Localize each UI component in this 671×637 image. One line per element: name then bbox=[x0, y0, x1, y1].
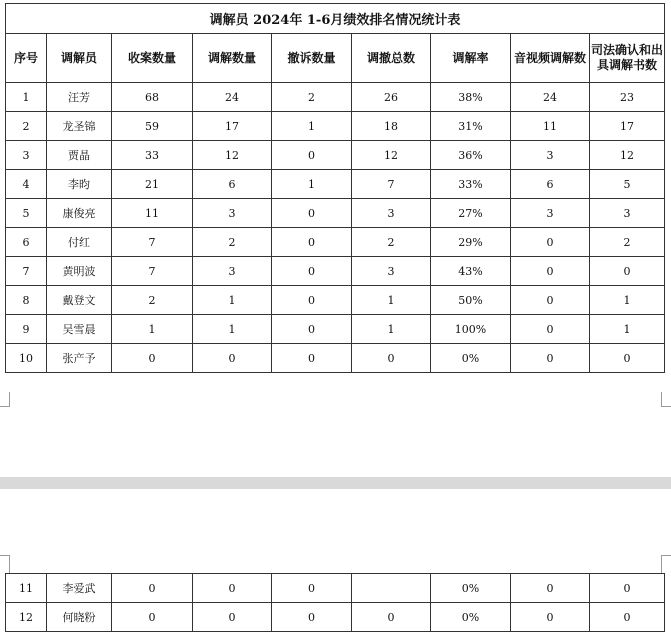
table-cell: 0 bbox=[112, 574, 193, 603]
table-cell: 8 bbox=[6, 286, 47, 315]
table-cell: 17 bbox=[590, 112, 665, 141]
table-cell: 3 bbox=[590, 199, 665, 228]
table-row bbox=[6, 315, 665, 344]
header-cell: 音视频调解数 bbox=[511, 34, 590, 83]
page-corner-mark bbox=[0, 555, 10, 573]
table-cell: 0 bbox=[112, 603, 193, 632]
table-cell: 3 bbox=[193, 199, 272, 228]
stats-table bbox=[5, 3, 665, 373]
table-cell: 黄明波 bbox=[47, 257, 112, 286]
table-cell: 59 bbox=[112, 112, 193, 141]
table-cell: 24 bbox=[511, 83, 590, 112]
header-cell: 撤诉数量 bbox=[272, 34, 352, 83]
table-cell: 68 bbox=[112, 83, 193, 112]
table-title: 调解员 2024年 1-6月绩效排名情况统计表 bbox=[6, 4, 665, 34]
table-cell: 2 bbox=[352, 228, 431, 257]
header-cell: 调解率 bbox=[431, 34, 511, 83]
page-corner-mark bbox=[661, 392, 671, 407]
table-cell: 31% bbox=[431, 112, 511, 141]
table-cell: 27% bbox=[431, 199, 511, 228]
table-cell: 0 bbox=[511, 574, 590, 603]
table-cell: 1 bbox=[272, 170, 352, 199]
table-cell: 0 bbox=[193, 574, 272, 603]
table-cell: 33% bbox=[431, 170, 511, 199]
table-cell: 0 bbox=[511, 286, 590, 315]
table-cell: 100% bbox=[431, 315, 511, 344]
table-cell: 0 bbox=[511, 315, 590, 344]
table-row bbox=[6, 141, 665, 170]
table-cell: 3 bbox=[352, 199, 431, 228]
table-cell: 29% bbox=[431, 228, 511, 257]
table-cell: 贾晶 bbox=[47, 141, 112, 170]
header-cell: 收案数量 bbox=[112, 34, 193, 83]
table-row bbox=[6, 603, 665, 632]
table-row bbox=[6, 344, 665, 373]
table-cell: 2 bbox=[272, 83, 352, 112]
table-row bbox=[6, 170, 665, 199]
table-cell: 0 bbox=[193, 344, 272, 373]
table-cell: 0 bbox=[272, 603, 352, 632]
table-cell: 1 bbox=[6, 83, 47, 112]
table-cell: 0 bbox=[272, 574, 352, 603]
table-cell bbox=[352, 574, 431, 603]
table-cell: 0 bbox=[272, 141, 352, 170]
table-cell: 0 bbox=[511, 603, 590, 632]
table-row bbox=[6, 574, 665, 603]
table-row bbox=[6, 286, 665, 315]
table-cell: 33 bbox=[112, 141, 193, 170]
table-cell: 戴登文 bbox=[47, 286, 112, 315]
table-cell: 1 bbox=[590, 286, 665, 315]
table-cell: 1 bbox=[193, 315, 272, 344]
table-cell: 4 bbox=[6, 170, 47, 199]
table-cell: 汪芳 bbox=[47, 83, 112, 112]
table-cell: 11 bbox=[6, 574, 47, 603]
table-cell: 何晓粉 bbox=[47, 603, 112, 632]
header-cell: 司法确认和出具调解书数 bbox=[590, 34, 665, 83]
table-cell: 6 bbox=[193, 170, 272, 199]
table-cell: 7 bbox=[352, 170, 431, 199]
table-cell: 9 bbox=[6, 315, 47, 344]
table-cell: 3 bbox=[193, 257, 272, 286]
table-cell: 1 bbox=[352, 286, 431, 315]
table-cell: 5 bbox=[590, 170, 665, 199]
table-cell: 0 bbox=[112, 344, 193, 373]
table-cell: 6 bbox=[6, 228, 47, 257]
table-cell: 0 bbox=[511, 257, 590, 286]
header-cell: 调解数量 bbox=[193, 34, 272, 83]
header-cell: 序号 bbox=[6, 34, 47, 83]
table-cell: 李昀 bbox=[47, 170, 112, 199]
table-cell: 1 bbox=[112, 315, 193, 344]
page-corner-mark bbox=[0, 392, 10, 407]
table-cell: 38% bbox=[431, 83, 511, 112]
table-cell: 康俊亮 bbox=[47, 199, 112, 228]
table-cell: 0% bbox=[431, 344, 511, 373]
table-cell: 11 bbox=[112, 199, 193, 228]
table-cell: 7 bbox=[112, 257, 193, 286]
table-cell: 0 bbox=[590, 603, 665, 632]
table-cell: 7 bbox=[112, 228, 193, 257]
table-cell: 吴雪晨 bbox=[47, 315, 112, 344]
table-cell: 2 bbox=[112, 286, 193, 315]
table-cell: 0 bbox=[352, 344, 431, 373]
table-cell: 11 bbox=[511, 112, 590, 141]
table-cell: 0% bbox=[431, 603, 511, 632]
header-cell: 调撤总数 bbox=[352, 34, 431, 83]
table-cell: 2 bbox=[6, 112, 47, 141]
table-cell: 17 bbox=[193, 112, 272, 141]
table-cell: 李爱武 bbox=[47, 574, 112, 603]
table-cell: 0 bbox=[511, 228, 590, 257]
page-break-gap bbox=[0, 477, 671, 489]
table-cell: 0 bbox=[590, 574, 665, 603]
table-cell: 1 bbox=[193, 286, 272, 315]
table-cell: 付红 bbox=[47, 228, 112, 257]
stats-table-continued bbox=[5, 573, 665, 632]
table-cell: 0 bbox=[272, 228, 352, 257]
table-cell: 10 bbox=[6, 344, 47, 373]
table-row bbox=[6, 83, 665, 112]
table-cell: 26 bbox=[352, 83, 431, 112]
table-cell: 3 bbox=[511, 199, 590, 228]
table-cell: 43% bbox=[431, 257, 511, 286]
table-cell: 0 bbox=[272, 199, 352, 228]
header-cell: 调解员 bbox=[47, 34, 112, 83]
page-corner-mark bbox=[661, 555, 671, 573]
table-cell: 2 bbox=[193, 228, 272, 257]
table-cell: 3 bbox=[511, 141, 590, 170]
table-cell: 0 bbox=[193, 603, 272, 632]
table-cell: 0 bbox=[272, 344, 352, 373]
table-cell: 12 bbox=[590, 141, 665, 170]
table-cell: 12 bbox=[6, 603, 47, 632]
table-row bbox=[6, 257, 665, 286]
table-cell: 23 bbox=[590, 83, 665, 112]
table-cell: 5 bbox=[6, 199, 47, 228]
table-cell: 24 bbox=[193, 83, 272, 112]
table-row bbox=[6, 228, 665, 257]
table-cell: 3 bbox=[352, 257, 431, 286]
table-cell: 3 bbox=[6, 141, 47, 170]
table-cell: 18 bbox=[352, 112, 431, 141]
table-cell: 1 bbox=[590, 315, 665, 344]
table-cell: 21 bbox=[112, 170, 193, 199]
table-cell: 7 bbox=[6, 257, 47, 286]
table-cell: 12 bbox=[352, 141, 431, 170]
table-cell: 1 bbox=[272, 112, 352, 141]
table-cell: 2 bbox=[590, 228, 665, 257]
table-cell: 0 bbox=[272, 257, 352, 286]
table-cell: 6 bbox=[511, 170, 590, 199]
table-cell: 36% bbox=[431, 141, 511, 170]
table-cell: 0 bbox=[272, 315, 352, 344]
table-cell: 0 bbox=[590, 257, 665, 286]
table-cell: 12 bbox=[193, 141, 272, 170]
table-cell: 0 bbox=[352, 603, 431, 632]
table-row bbox=[6, 199, 665, 228]
table-cell: 0 bbox=[511, 344, 590, 373]
table-cell: 0 bbox=[590, 344, 665, 373]
table-cell: 龙圣锦 bbox=[47, 112, 112, 141]
header-row bbox=[6, 34, 665, 83]
table-cell: 0 bbox=[272, 286, 352, 315]
table-cell: 0% bbox=[431, 574, 511, 603]
table-cell: 1 bbox=[352, 315, 431, 344]
table-cell: 张产予 bbox=[47, 344, 112, 373]
table-row bbox=[6, 112, 665, 141]
table-cell: 50% bbox=[431, 286, 511, 315]
